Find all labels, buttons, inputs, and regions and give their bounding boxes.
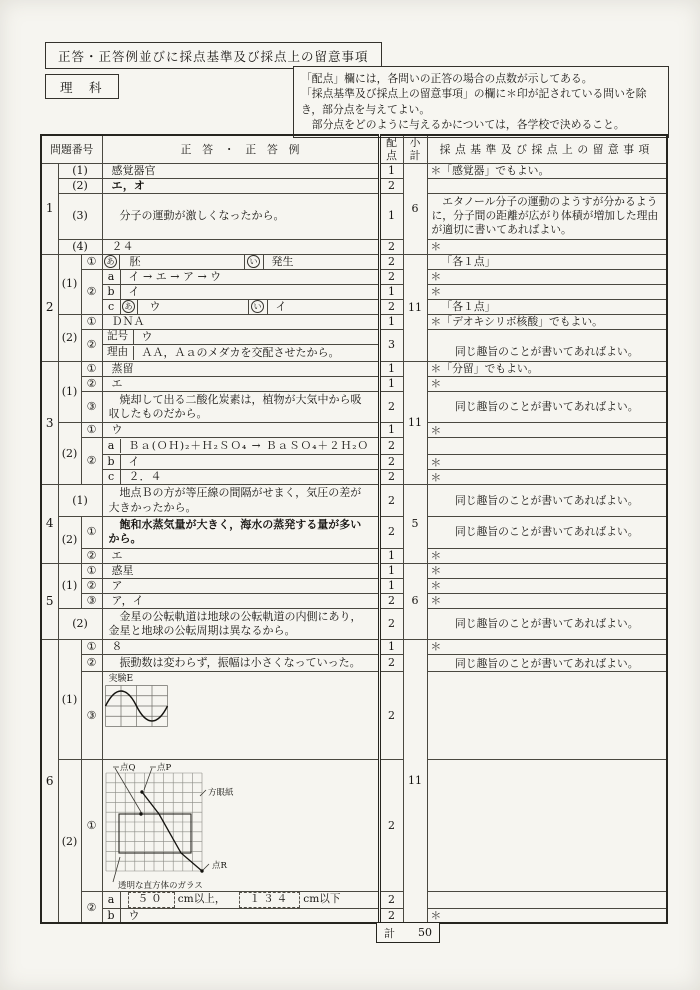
- table-row: [41, 423, 667, 438]
- sub-number: (2): [58, 178, 102, 193]
- answer-cell: ア: [102, 578, 379, 593]
- grading-note-line: 部分点をどのように与えるかについては，各学校で決めること。: [311, 117, 625, 131]
- inner-number: ③: [81, 672, 102, 760]
- points-cell: 2: [379, 239, 403, 254]
- table-row: [41, 284, 667, 299]
- table-row: [41, 254, 667, 269]
- key-i-cell: [245, 255, 264, 269]
- grading-note-line: 「配点」欄には，各問いの正答の場合の点数が示してある。: [301, 72, 593, 85]
- answer-cell: 分子の運動が激しくなったから。: [102, 193, 379, 239]
- points-cell: 2: [379, 178, 403, 193]
- answer-cell: 地点Ｂの方が等圧線の間隔がせまく，気圧の差が大きかったから。: [102, 485, 379, 517]
- answer-cell: 蒸留: [102, 361, 379, 376]
- table-row: [41, 329, 667, 344]
- table-row: [41, 908, 667, 923]
- points-cell: 1: [379, 578, 403, 593]
- points-cell: 2: [379, 672, 403, 760]
- answer-part: イ → エ → ア → ウ: [128, 269, 222, 283]
- answer-cell: [102, 908, 379, 923]
- sub-number: (2): [58, 516, 81, 563]
- table-row: [41, 608, 667, 640]
- answer-part: イ: [128, 284, 140, 298]
- sub-number: (1): [58, 640, 81, 760]
- points-cell: 1: [379, 193, 403, 239]
- symbol-label: 記号: [103, 330, 134, 344]
- answer-cell: [102, 455, 379, 470]
- answer-cell: ア，イ: [102, 593, 379, 608]
- answer-part: [121, 892, 378, 907]
- point-q-leader-line: [113, 767, 141, 812]
- inner-number: ②: [81, 578, 102, 593]
- circled-i-icon: い: [251, 300, 264, 313]
- answer-cell: エ: [102, 548, 379, 563]
- inner-number: ③: [81, 593, 102, 608]
- answer-cell: [102, 344, 379, 361]
- table-row: [41, 438, 667, 455]
- answer-table-wrap: [40, 134, 668, 943]
- answer-cell: 感覚器官: [102, 163, 379, 178]
- table-row: [41, 593, 667, 608]
- answer-cell: [102, 438, 379, 455]
- points-cell: 2: [379, 593, 403, 608]
- point-q-label: 点Q: [119, 762, 135, 773]
- points-cell: 2: [379, 269, 403, 284]
- remark-cell: ＊: [427, 640, 667, 655]
- table-row: [41, 578, 667, 593]
- remark-cell: 同じ趣旨のことが書いてあればよい。: [427, 391, 667, 423]
- answer-cell: [102, 892, 379, 908]
- inner-number: ②: [81, 892, 102, 923]
- table-row: [41, 163, 667, 178]
- remark-cell: [427, 438, 667, 455]
- table-header-row: [41, 135, 667, 163]
- inner-number: ②: [81, 269, 102, 314]
- table-row: [41, 640, 667, 655]
- reason-label: 理由: [103, 346, 134, 360]
- inner-number: ①: [81, 423, 102, 438]
- table-row: [41, 470, 667, 485]
- remark-cell: [427, 760, 667, 892]
- letter-label: c: [103, 300, 121, 314]
- answer-part: イ: [128, 455, 140, 469]
- point-p-label: 点P: [156, 762, 171, 773]
- refraction-diagram: [105, 761, 377, 891]
- wave-graph-figure: [105, 675, 376, 728]
- answer-cell: [102, 269, 379, 284]
- points-cell: 3: [379, 329, 403, 361]
- sub-number: (2): [58, 314, 81, 361]
- circled-i-icon: い: [247, 255, 260, 268]
- points-cell: 1: [379, 548, 403, 563]
- glass-label-leader-line: [113, 857, 120, 882]
- table-row: [41, 239, 667, 254]
- remark-cell: ＊: [427, 239, 667, 254]
- remark-cell: ＊: [427, 578, 667, 593]
- answer-cell: ＤＮＡ: [102, 314, 379, 329]
- remark-cell: ＊: [427, 269, 667, 284]
- remark-cell: ＊「分留」でもよい。: [427, 361, 667, 376]
- points-cell: 2: [379, 516, 403, 548]
- answer-cell: ウ: [102, 423, 379, 438]
- inner-number: ①: [81, 516, 102, 548]
- table-row: [41, 193, 667, 239]
- table-row: [41, 516, 667, 548]
- remark-cell: [427, 672, 667, 760]
- key-a-cell: [121, 300, 138, 314]
- points-cell: 1: [379, 563, 403, 578]
- points-cell: 2: [379, 655, 403, 672]
- letter-label: c: [103, 470, 121, 484]
- table-row: [41, 361, 667, 376]
- answer-cell: [102, 329, 379, 344]
- points-cell: 2: [379, 485, 403, 517]
- answer-cell: 焼却して出る二酸化炭素は，植物が大気中から吸収したものだから。: [102, 391, 379, 423]
- wave-graph-label: 実験E: [108, 674, 134, 685]
- points-cell: 1: [379, 423, 403, 438]
- answer-part: ＡＡ，Ａａのメダカを交配させたから。: [141, 345, 340, 359]
- points-cell: 2: [379, 299, 403, 314]
- circled-a-icon: あ: [122, 300, 135, 313]
- col-header-answer: 正 答 ・ 正 答 例: [102, 135, 379, 163]
- table-row: [41, 391, 667, 423]
- remark-cell: 同じ趣旨のことが書いてあればよい。: [427, 485, 667, 517]
- key-a-cell: [103, 255, 120, 269]
- letter-label: a: [103, 892, 121, 907]
- points-cell: 1: [379, 314, 403, 329]
- sub-number: (1): [58, 485, 102, 517]
- answer-part: ウ: [138, 300, 249, 314]
- question-number: 6: [41, 640, 58, 924]
- sub-number: (1): [58, 163, 102, 178]
- inner-number: ②: [81, 655, 102, 672]
- answer-cell: [102, 470, 379, 485]
- sub-number: (2): [58, 608, 102, 640]
- wave-graph: [105, 685, 169, 728]
- answer-cell: 飽和水蒸気量が大きく，海水の蒸発する量が多いから。: [102, 516, 379, 548]
- table-row: [41, 299, 667, 314]
- answer-cell: [102, 760, 379, 892]
- inner-number: ①: [81, 563, 102, 578]
- inner-number: ②: [81, 438, 102, 485]
- points-cell: 1: [379, 163, 403, 178]
- unit-text: cm以下: [303, 893, 341, 906]
- remark-cell: ＊: [427, 563, 667, 578]
- table-row: [41, 760, 667, 892]
- answer-cell: エ: [102, 376, 379, 391]
- sub-number: (1): [58, 361, 81, 423]
- sub-number: (1): [58, 254, 81, 314]
- points-cell: 2: [379, 608, 403, 640]
- col-header-points: 配点: [379, 135, 403, 163]
- inner-number: ②: [81, 548, 102, 563]
- points-cell: 2: [379, 438, 403, 455]
- table-row: [41, 563, 667, 578]
- answer-part: イ: [275, 299, 287, 313]
- answer-part: ウ: [141, 329, 153, 343]
- total-label: 計: [384, 926, 395, 940]
- answer-part: ２．４: [128, 470, 162, 484]
- points-cell: 1: [379, 376, 403, 391]
- remark-cell: 同じ趣旨のことが書いてあればよい。: [427, 608, 667, 640]
- sub-number: (3): [58, 193, 102, 239]
- sub-number: (2): [58, 423, 81, 485]
- answer-cell: [102, 299, 379, 314]
- question-number: 5: [41, 563, 58, 640]
- inner-number: ②: [81, 329, 102, 361]
- remark-cell: エタノール分子の運動のようすが分かるように，分子間の距離が広がり体積が増加した理由が適切に書いてあればよい。: [427, 193, 667, 239]
- points-cell: 2: [379, 892, 403, 908]
- sub-number: (2): [58, 760, 81, 923]
- remark-cell: ＊: [427, 548, 667, 563]
- answer-cell: エ，オ: [102, 178, 379, 193]
- letter-label: a: [103, 270, 121, 284]
- col-header-remarks: 採点基準及び採点上の留意事項: [427, 135, 667, 163]
- table-row: [41, 548, 667, 563]
- remark-cell: ＊: [427, 423, 667, 438]
- points-cell: 2: [379, 908, 403, 923]
- remark-cell: ＊: [427, 908, 667, 923]
- answer-key-table: [40, 134, 668, 924]
- remark-cell: 「各１点」: [427, 299, 667, 314]
- table-row: [41, 455, 667, 470]
- remark-cell: ＊「デオキシリボ核酸」でもよい。: [427, 314, 667, 329]
- inner-number: ②: [81, 376, 102, 391]
- remark-cell: ＊: [427, 470, 667, 485]
- glass-block-outline: [119, 814, 191, 853]
- answer-cell: ８: [102, 640, 379, 655]
- circled-a-icon: あ: [104, 255, 117, 268]
- remark-cell: ＊: [427, 593, 667, 608]
- subtotal-cell: 6: [403, 163, 427, 254]
- answer-cell: 惑星: [102, 563, 379, 578]
- question-number: 2: [41, 254, 58, 361]
- remark-cell: ＊: [427, 376, 667, 391]
- sub-number: (1): [58, 563, 81, 608]
- subtotal-cell: 11: [403, 361, 427, 485]
- question-number: 3: [41, 361, 58, 485]
- subtotal-cell: 6: [403, 563, 427, 640]
- letter-label: a: [103, 439, 121, 453]
- key-i-cell: [249, 300, 268, 314]
- question-number: 1: [41, 163, 58, 254]
- answer-cell: [102, 254, 379, 269]
- points-cell: 2: [379, 470, 403, 485]
- table-row: [41, 655, 667, 672]
- points-cell: 2: [379, 760, 403, 892]
- answer-value-box: ５０: [128, 892, 175, 907]
- chemical-equation: Ｂａ(ＯＨ)₂＋Ｈ₂ＳＯ₄ → ＢａＳＯ₄＋２Ｈ₂Ｏ: [128, 439, 370, 452]
- answer-cell: ２４: [102, 239, 379, 254]
- answer-value-box: １３４: [239, 892, 300, 907]
- point-r-label: 点R: [211, 860, 227, 871]
- subject-label: 理 科: [45, 74, 119, 99]
- inner-number: ①: [81, 760, 102, 892]
- unit-text: cm以上，: [177, 893, 226, 906]
- point-r-leader-line: [203, 864, 209, 870]
- remark-cell: ＊: [427, 455, 667, 470]
- table-row: [41, 269, 667, 284]
- point-q-dot: [139, 812, 142, 815]
- table-row: [41, 672, 667, 760]
- total-score-box: [376, 922, 440, 943]
- subtotal-cell: 11: [403, 640, 427, 924]
- inner-number: ③: [81, 391, 102, 423]
- glass-block-label: 透明な直方体のガラス: [117, 880, 203, 891]
- points-cell: 2: [379, 455, 403, 470]
- grid-label-leader-line: [200, 790, 206, 796]
- question-number: 4: [41, 485, 58, 563]
- answer-part: ウ: [128, 908, 140, 922]
- table-row: [41, 485, 667, 517]
- col-header-subtotal: 小計: [403, 135, 427, 163]
- table-row: [41, 178, 667, 193]
- points-cell: 1: [379, 361, 403, 376]
- remark-cell: 同じ趣旨のことが書いてあればよい。: [427, 516, 667, 548]
- answer-part: 発生: [271, 254, 294, 268]
- inner-number: ①: [81, 254, 102, 269]
- table-row: [41, 376, 667, 391]
- table-row: [41, 892, 667, 908]
- grading-note-line: 「採点基準及び採点上の留意事項」の欄に＊印が記されている問いを除き，部分点を与えてよい。: [301, 87, 647, 116]
- answer-part: 胚: [120, 255, 245, 269]
- document-title: 正答・正答例並びに採点基準及び採点上の留意事項: [45, 42, 382, 69]
- answer-cell: 金星の公転軌道は地球の公転軌道の内側にあり，金星と地球の公転周期は異なるから。: [102, 608, 379, 640]
- inner-number: ①: [81, 314, 102, 329]
- inner-number: ①: [81, 361, 102, 376]
- answer-cell: [102, 284, 379, 299]
- sub-number: (4): [58, 239, 102, 254]
- answer-cell: [102, 672, 379, 760]
- subtotal-cell: 11: [403, 254, 427, 361]
- remark-cell: ＊「感覚器」でもよい。: [427, 163, 667, 178]
- remark-cell: [427, 178, 667, 193]
- subtotal-cell: 5: [403, 485, 427, 563]
- remark-cell: 同じ趣旨のことが書いてあればよい。: [427, 329, 667, 361]
- points-cell: 1: [379, 284, 403, 299]
- answer-cell: 振動数は変わらず，振幅は小さくなっていった。: [102, 655, 379, 672]
- points-cell: 2: [379, 254, 403, 269]
- graph-paper-grid: [106, 773, 202, 871]
- letter-label: b: [103, 909, 121, 923]
- letter-label: b: [103, 455, 121, 469]
- points-cell: 2: [379, 391, 403, 423]
- remark-cell: [427, 892, 667, 908]
- remark-cell: 「各１点」: [427, 254, 667, 269]
- col-header-qnum: 問題番号: [41, 135, 102, 163]
- points-cell: 1: [379, 640, 403, 655]
- total-value: 50: [418, 926, 432, 940]
- inner-number: ①: [81, 640, 102, 655]
- graph-paper-label: 方眼紙: [207, 787, 234, 798]
- remark-cell: 同じ趣旨のことが書いてあればよい。: [427, 655, 667, 672]
- letter-label: b: [103, 285, 121, 299]
- remark-cell: ＊: [427, 284, 667, 299]
- table-row: [41, 314, 667, 329]
- point-p-dot: [140, 790, 143, 793]
- grading-note: [293, 66, 669, 138]
